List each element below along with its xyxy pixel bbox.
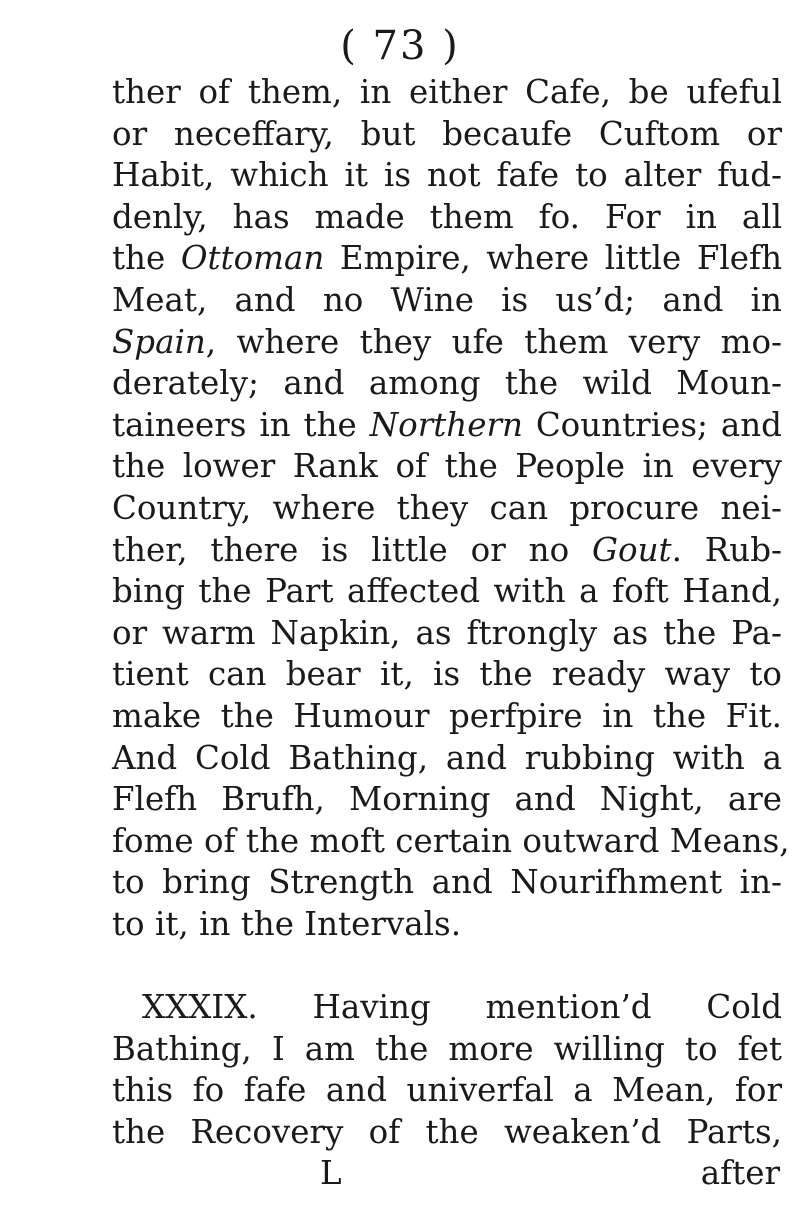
- text-segment: tient can bear it, is the ready way to: [112, 655, 782, 694]
- text-segment: the lower Rank of the People in every: [112, 447, 782, 486]
- text-segment: or warm Napkin, as ftrongly as the Pa-: [112, 613, 782, 652]
- text-line: [112, 654, 782, 696]
- paragraph-gap: [112, 945, 782, 987]
- text-segment: to bring Strength and Nourifhment in-: [112, 863, 782, 902]
- text-segment: taineers in the: [112, 405, 370, 444]
- text-segment: denly, has made them fo. For in all: [112, 197, 782, 236]
- text-line: [112, 1070, 782, 1112]
- text-line: [112, 280, 782, 322]
- text-line: [112, 987, 782, 1029]
- footer-line: [112, 1153, 782, 1195]
- text-segment: make the Humour perfpire in the Fit.: [112, 696, 782, 735]
- catchword: after: [700, 1154, 780, 1193]
- text-segment: ther of them, in either Cafe, be ufeful: [112, 73, 782, 111]
- text-line: [112, 363, 782, 405]
- text-line: [112, 530, 782, 572]
- text-segment: derately; and among the wild Moun-: [112, 364, 782, 403]
- paragraph-2: [112, 987, 782, 1153]
- text-segment: Habit, which it is not fafe to alter fud-: [112, 156, 782, 195]
- text-line: [112, 738, 782, 780]
- text-line: [112, 904, 782, 946]
- text-segment: Empire, where little Flefh: [324, 239, 783, 278]
- text-line: [112, 197, 782, 239]
- signature-mark: L: [320, 1154, 342, 1193]
- text-line: [112, 72, 782, 114]
- text-segment: . Rub-: [671, 530, 782, 569]
- text-line: [112, 155, 782, 197]
- text-segment: Country, where they can procure nei-: [112, 488, 782, 527]
- text-segment: the: [112, 239, 181, 278]
- italic-text: Northern: [369, 405, 523, 444]
- body-text: [112, 72, 790, 1195]
- text-line: [112, 862, 782, 904]
- italic-text: Spain: [112, 322, 206, 361]
- text-line: [112, 1112, 782, 1154]
- text-segment: the Recovery of the weaken’d Parts,: [112, 1112, 782, 1151]
- text-line: [112, 571, 782, 613]
- text-segment: XXXIX. Having mention’d Cold: [142, 988, 782, 1027]
- text-line: [112, 1029, 782, 1071]
- text-line: [112, 613, 782, 655]
- text-segment: And Cold Bathing, and rubbing with a: [112, 738, 782, 777]
- text-segment: Countries; and: [522, 405, 782, 444]
- page-number: ( 73 ): [340, 23, 460, 69]
- text-line: [112, 405, 782, 447]
- text-line: [112, 446, 782, 488]
- text-line: [112, 696, 782, 738]
- text-line: [112, 488, 782, 530]
- paragraph-1: [112, 72, 790, 945]
- text-segment: ther, there is little or no: [112, 530, 593, 569]
- text-line: [112, 779, 782, 821]
- text-segment: fome of the moft certain outward Means,: [112, 821, 790, 860]
- text-segment: , where they ufe them very mo-: [205, 322, 782, 361]
- italic-text: Gout: [592, 530, 672, 569]
- text-segment: or neceffary, but becaufe Cuftom or: [112, 114, 782, 153]
- text-segment: this fo fafe and univerfal a Mean, for: [112, 1071, 782, 1110]
- italic-text: Ottoman: [180, 239, 325, 278]
- text-line: [112, 238, 782, 280]
- text-line: [112, 114, 782, 156]
- text-line: [112, 322, 782, 364]
- text-segment: bing the Part affected with a foft Hand,: [112, 572, 782, 611]
- text-line: [112, 821, 790, 863]
- text-segment: Meat, and no Wine is us’d; and in: [112, 280, 782, 319]
- text-segment: to it, in the Intervals.: [112, 904, 462, 943]
- text-segment: Flefh Brufh, Morning and Night, are: [112, 780, 782, 819]
- text-segment: Bathing, I am the more willing to fet: [112, 1029, 782, 1068]
